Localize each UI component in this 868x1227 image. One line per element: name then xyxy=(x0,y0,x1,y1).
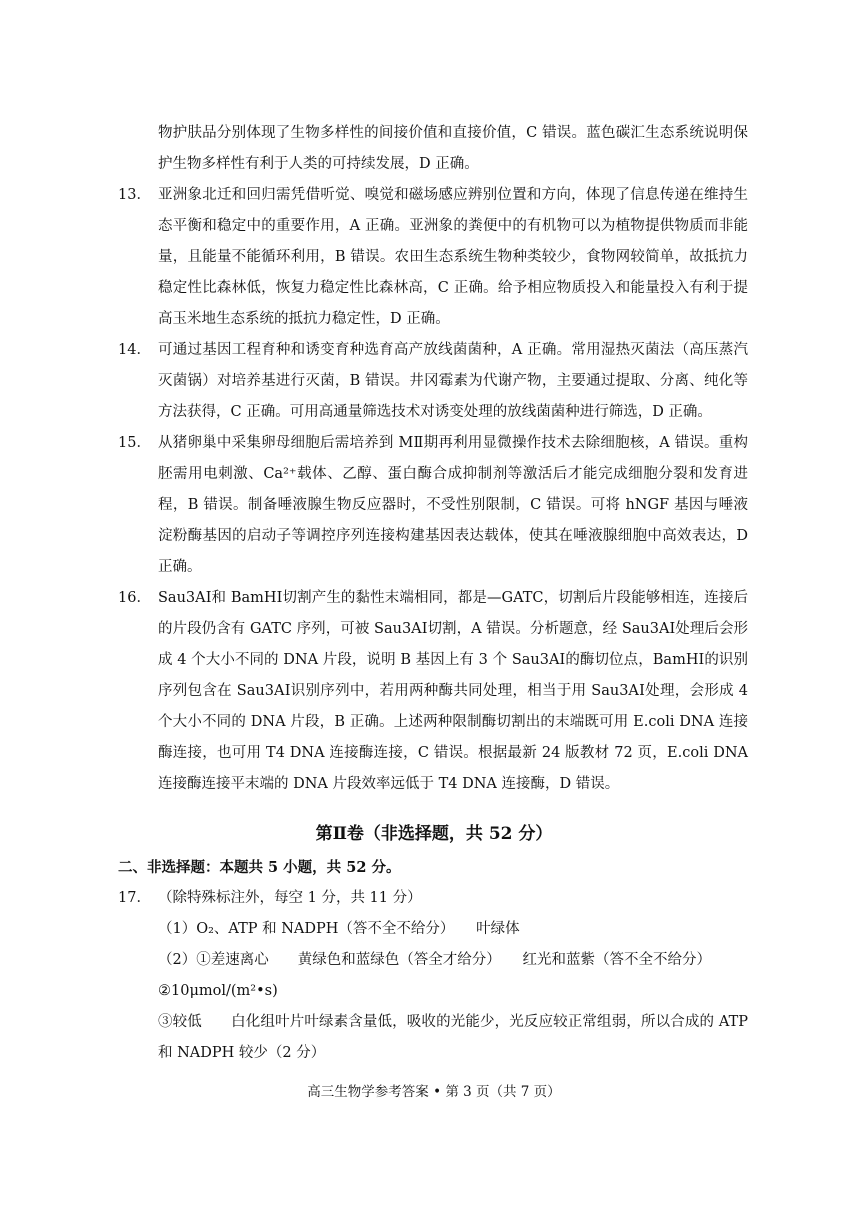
q17-answer-line-2: （2）①差速离心 黄绿色和蓝绿色（答全才给分） 红光和蓝紫（答不全不给分） xyxy=(158,952,711,968)
continuation-paragraph: 物护肤品分别体现了生物多样性的间接价值和直接价值，C 错误。蓝色碳汇生态系统说明保护生物多样性有利于人类的可持续发展，D 正确。 xyxy=(158,125,748,172)
item-number: 14． xyxy=(118,342,151,358)
answer-item-13 xyxy=(118,180,748,335)
q17-title: （除特殊标注外，每空 1 分，共 11 分） xyxy=(158,890,422,906)
page-footer: 高三生物学参考答案 • 第 3 页（共 7 页） xyxy=(307,1084,561,1100)
q17-answer-line-1: （1）O₂、ATP 和 NADPH（答不全不给分） 叶绿体 xyxy=(158,921,520,937)
section-two xyxy=(118,852,748,1069)
q17-answer-line-4: ③较低 白化组叶片叶绿素含量低，吸收的光能少，光反应较正常组弱，所以合成的 ATP 和 NADPH 较少（2 分） xyxy=(158,1014,748,1061)
item-number: 16． xyxy=(118,590,151,606)
q17-answer-line-3: ②10μmol/(m²•s) xyxy=(158,983,278,999)
item-text: 可通过基因工程育种和诱变育种选育高产放线菌菌种，A 正确。常用湿热灭菌法（高压蒸汽灭菌锅）对培养基进行灭菌，B 错误。井冈霉素为代谢产物，主要通过提取、分离、纯化等方法获得，C 正确。可用高通量筛选技术对诱变处理的放线菌菌种进行筛选，D 正确。 xyxy=(158,342,748,420)
answer-item-14 xyxy=(118,335,748,428)
item-number: 13． xyxy=(118,187,151,203)
answer-item-15 xyxy=(118,428,748,583)
continuation-block xyxy=(118,118,748,180)
section-heading: 第Ⅱ卷（非选择题，共 52 分） xyxy=(315,824,553,844)
item-text: 从猪卵巢中采集卵母细胞后需培养到 MⅡ期再利用显微操作技术去除细胞核，A 错误。重构胚需用电刺激、Ca²⁺载体、乙醇、蛋白酶合成抑制剂等激活后才能完成细胞分裂和发育进程，B 错误。制备唾液腺生物反应器时，不受性别限制，C 错误。可将 hNGF 基因与唾液淀粉酶基因的启动子等调控序列连接构建基因表达载体，使其在唾液腺细胞中高效表达，D 正确。 xyxy=(158,435,748,575)
item-text: 亚洲象北迁和回归需凭借听觉、嗅觉和磁场感应辨别位置和方向，体现了信息传递在维持生态平衡和稳定中的重要作用，A 正确。亚洲象的粪便中的有机物可以为植物提供物质而非能量，且能量不能循环利用，B 错误。农田生态系统生物种类较少，食物网较简单，故抵抗力稳定性比森林低，恢复力稳定性比森林高，C 正确。给予相应物质投入和能量投入有利于提高玉米地生态系统的抵抗力稳定性，D 正确。 xyxy=(158,187,748,327)
item-number: 15． xyxy=(118,435,151,451)
item-number: 17． xyxy=(118,890,151,906)
answer-item-17 xyxy=(118,883,748,914)
section-intro: 二、非选择题：本题共 5 小题，共 52 分。 xyxy=(118,859,401,876)
answer-list xyxy=(118,180,748,800)
answer-item-16 xyxy=(118,583,748,800)
item-text: Sau3AⅠ和 BamHⅠ切割产生的黏性末端相同，都是—GATC，切割后片段能够相连，连接后的片段仍含有 GATC 序列，可被 Sau3AⅠ切割，A 错误。分析题意，经 Sau3AⅠ处理后会形成 4 个大小不同的 DNA 片段，说明 B 基因上有 3 个 Sau3AⅠ的酶切位点，BamHⅠ的识别序列包含在 Sau3AⅠ识别序列中，若用两种酶共同处理，相当于用 Sau3AⅠ处理，会形成 4 个大小不同的 DNA 片段，B 正确。上述两种限制酶切割出的末端既可用 E.coli DNA 连接酶连接，也可用 T4 DNA 连接酶连接，C 错误。根据最新 24 版教材 72 页，E.coli DNA 连接酶连接平末端的 DNA 片段效率远低于 T4 DNA 连接酶，D 错误。 xyxy=(158,590,748,792)
